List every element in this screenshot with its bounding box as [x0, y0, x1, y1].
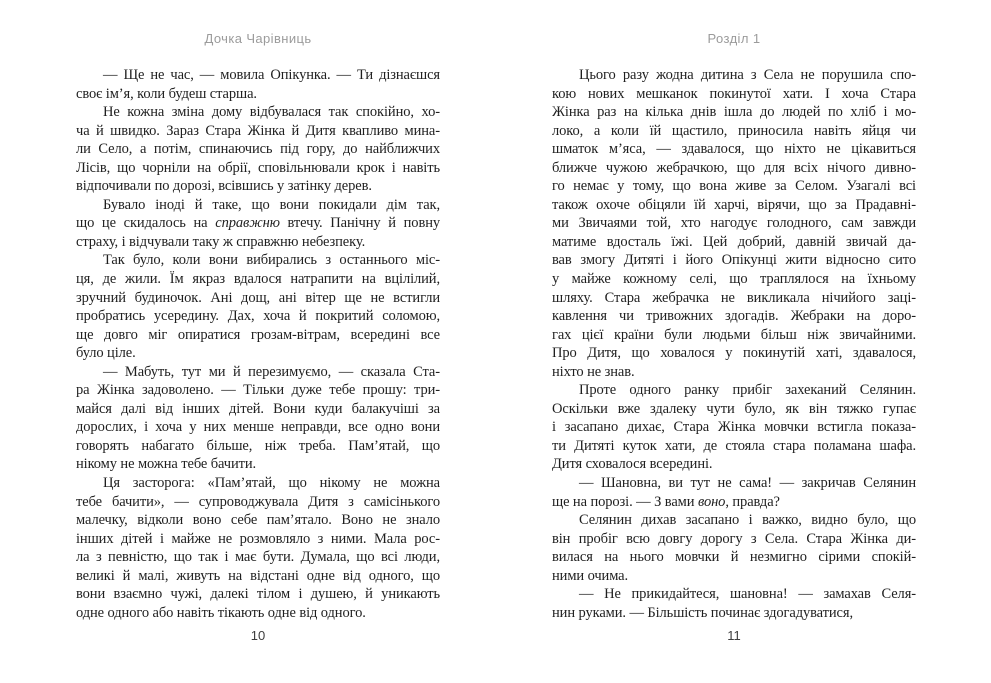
- text-line: Про Дитя, що ховалося у покинутій хаті, здавалося,: [552, 345, 916, 362]
- text-line: матиме вдосталь їжі. Цей добрий, давній звичай да-: [552, 233, 916, 250]
- text-line: що це скидалось на справжню втечу. Панічну й повну: [76, 215, 440, 232]
- text-line: ра Жінка задоволено. — Тільки дуже тебе прошу: три-: [76, 382, 440, 399]
- text-line: — Шановна, ви тут не сама! — закричав Селянин: [579, 475, 916, 492]
- text-line: малечку, відколи воно себе пам’ятало. Воно не знало: [76, 512, 440, 529]
- page-right: [552, 0, 916, 683]
- text-line: Проте одного ранку прибіг захеканий Селянин.: [579, 382, 916, 399]
- text-line: ними очима.: [552, 567, 629, 584]
- text-line: гах цієї країни були людьми більш ніж звичайними.: [552, 326, 916, 343]
- text-line: і засапано дихає, Стара Жінка мовчки встигла показа-: [552, 419, 916, 436]
- text-line: одне одного або навіть тікають одне від одного.: [76, 604, 366, 621]
- text-line: також охоче обіцяли їй харчі, вірячи, що за Прадавні-: [552, 196, 916, 213]
- text-line: кою нових мешканок покинутої хати. І хоча Стара: [552, 85, 916, 102]
- text-line: нин руками. — Більшість починає здогадуватися,: [552, 604, 853, 621]
- text-line: ли Село, а потім, спинаючись під гору, до найближчих: [76, 141, 440, 158]
- page-body: [76, 66, 440, 622]
- paragraph: [76, 196, 440, 252]
- paragraph: [552, 66, 916, 381]
- page-body: [552, 66, 916, 622]
- paragraph: [552, 511, 916, 585]
- text-line: Так було, коли вони вибирались з останнього міс-: [103, 252, 440, 269]
- text-line: майся далі від інших дітей. Вони куди балакучіші за: [76, 400, 440, 417]
- text-line: — Не прикидайтеся, шановна! — замахав Селя-: [579, 586, 916, 603]
- text-line: ла з певністю, що так і має бути. Думала, що всі люди,: [76, 549, 440, 566]
- text-line: ще довго міг опиратися грозам-вітрам, всередині все: [76, 326, 440, 343]
- text-line: Ця засторога: «Пам’ятай, що нікому не можна: [103, 475, 440, 492]
- paragraph: [76, 363, 440, 474]
- text-line: інших дітей і майже не розмовляло з ними. Мала рос-: [76, 530, 440, 547]
- text-line: великі й малі, живуть на відстані одне від одного, що: [76, 567, 440, 584]
- paragraph: [76, 251, 440, 362]
- text-line: нікому не можна тебе бачити.: [76, 456, 257, 473]
- text-line: пробратись усередину. Дах, хоча й покритий соломою,: [76, 308, 440, 325]
- paragraph: [76, 66, 440, 103]
- page-number: 10: [250, 628, 266, 643]
- paragraph: [76, 103, 440, 196]
- text-line: ти Дитяті куток хати, де стояла стара поламана шафа.: [552, 437, 916, 454]
- paragraph: [552, 381, 916, 474]
- text-line: вав змогу Дитяті і його Опікунці жити відносно сито: [552, 252, 916, 269]
- text-line: шматок м’яса, — здавалося, що ніхто не цікавиться: [552, 141, 916, 158]
- text-line: ця, де жили. Їм якраз вдалося натрапити на вцілілий,: [76, 271, 440, 288]
- text-line: у майже кожному селі, що траплялося на їхньому: [552, 271, 916, 288]
- text-line: Дитя сховалося всередині.: [552, 456, 713, 473]
- text-line: ще на порозі. — З вами воно, правда?: [552, 493, 780, 510]
- text-line: Лісів, що чорніли на обрії, сповільнювали крок і навіть: [76, 159, 440, 176]
- text-line: вони взаємно чужі, далекі тілом і душею, й уникають: [76, 586, 440, 603]
- text-line: кавлення чи тривожних здогадів. Жебраки на доро-: [552, 308, 916, 325]
- text-line: Не кожна зміна дому відбувалася так спокійно, хо-: [103, 104, 440, 121]
- text-line: ча й швидко. Зараз Стара Жінка й Дитя квапливо мина-: [76, 122, 440, 139]
- paragraph: [552, 585, 916, 622]
- text-line: відпочивали по дорозі, всівшись у затінку дерев.: [76, 178, 372, 195]
- paragraph: [76, 474, 440, 622]
- running-header: Розділ 1: [707, 31, 761, 46]
- text-line: було ціле.: [76, 345, 136, 362]
- text-line: він пробіг всю довгу дорогу з Села. Стара Жінка ди-: [552, 530, 916, 547]
- text-line: Жінка раз на кілька днів ішла до людей по хліб і мо-: [552, 104, 916, 121]
- text-line: вилася на нього мовчки й незмигно сірими спокій-: [552, 549, 916, 566]
- text-line: — Ще не час, — мовила Опікунка. — Ти дізнаєшся: [103, 67, 440, 83]
- text-line: Оскільки вже здалеку чути було, як він тяжко гупає: [552, 400, 916, 417]
- text-line: ми Звичаями той, хто нагодує голодного, сам завжди: [552, 215, 916, 232]
- text-line: ближче чужою жебрачкою, що для всіх нічого дивно-: [552, 159, 916, 176]
- text-line: локо, а коли їй щастило, приносила навіть яйця чи: [552, 122, 916, 139]
- page-number: 11: [727, 628, 741, 643]
- page-left: [76, 0, 440, 683]
- text-line: го немає у тому, що вона живе за Селом. Узагалі всі: [552, 178, 916, 195]
- text-line: своє ім’я, коли будеш старша.: [76, 85, 257, 102]
- text-line: зручний будиночок. Ані дощ, ані вітер ще не встигли: [76, 289, 440, 306]
- text-line: страху, і відчували таку ж справжню небезпеку.: [76, 233, 366, 250]
- text-line: тебе бачити», — супроводжувала Дитя з самісінького: [76, 493, 440, 510]
- text-line: Бувало іноді й таке, що вони покидали дім так,: [103, 196, 440, 213]
- text-line: говорять набагато більше, ніж треба. Пам’ятай, що: [76, 437, 440, 454]
- paragraph: [552, 474, 916, 511]
- text-line: шляху. Стара жебрачка не викликала нічийого заці-: [552, 289, 916, 306]
- text-line: — Мабуть, тут ми й перезимуємо, — сказала Ста-: [103, 363, 440, 380]
- running-header: Дочка Чарівниць: [204, 31, 312, 46]
- text-line: дорослих, і хоча у них менше неправди, все одно вони: [76, 419, 440, 436]
- text-line: Цього разу жодна дитина з Села не порушила спо-: [579, 67, 916, 83]
- text-line: Селянин дихав засапано і важко, видно було, що: [579, 512, 916, 529]
- text-line: ніхто не знав.: [552, 363, 635, 380]
